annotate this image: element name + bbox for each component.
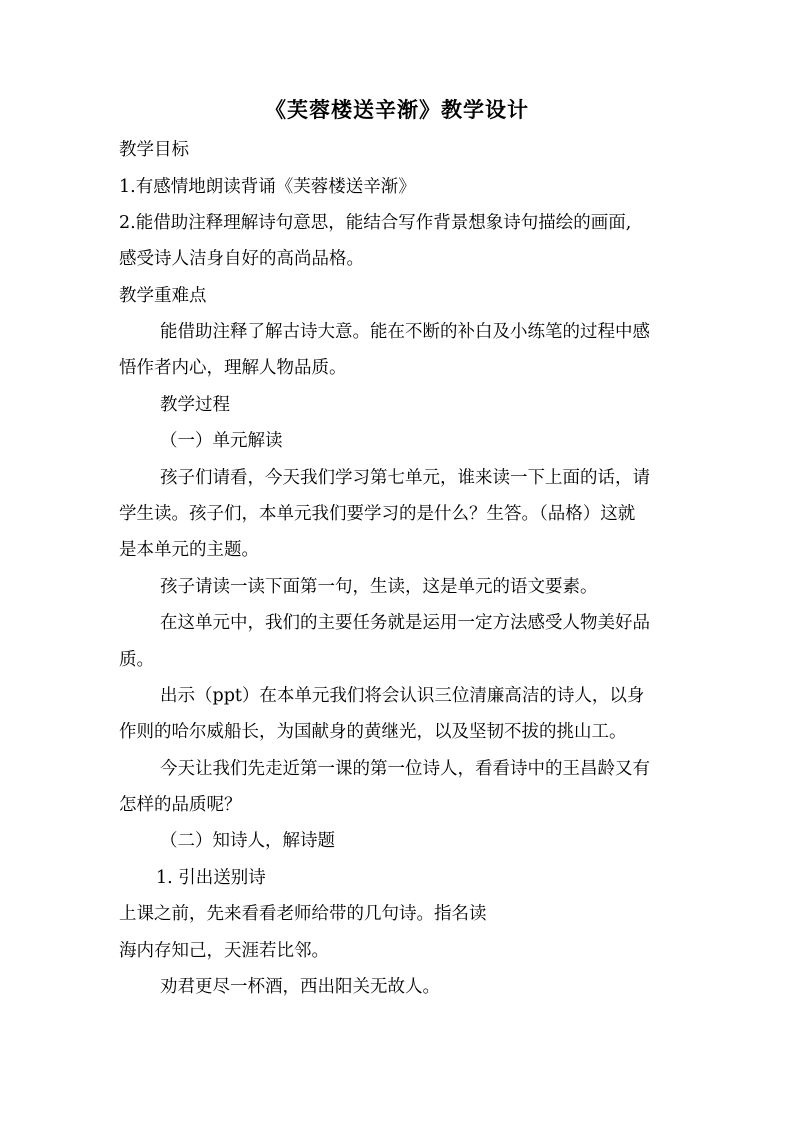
paragraph-line: 作则的哈尔威船长，为国献身的黄继光，以及坚韧不拔的挑山工。 [119, 722, 627, 742]
paragraph-line: 质。 [119, 650, 154, 670]
poem-line: 海内存知己，天涯若比邻。 [119, 941, 329, 961]
paragraph-line: 在这单元中，我们的主要任务就是运用一定方法感受人物美好品 [160, 613, 650, 633]
document-title: 《芙蓉楼送辛渐》教学设计 [265, 97, 529, 122]
paragraph-line: 是本单元的主题。 [119, 540, 259, 560]
section-heading-process: 教学过程 [160, 395, 230, 415]
objective-item-1: 1.有感情地朗读背诵《芙蓉楼送辛渐》 [119, 177, 416, 197]
poem-line: 劝君更尽一杯酒，西出阳关无故人。 [160, 977, 440, 997]
paragraph-line: 孩子们请看，今天我们学习第七单元，谁来读一下上面的话，请 [160, 468, 650, 488]
paragraph-line: 怎样的品质呢？ [119, 795, 242, 815]
list-item: 1. 引出送别诗 [156, 868, 266, 888]
section-heading-key-points: 教学重难点 [119, 286, 207, 306]
section-heading-objectives: 教学目标 [119, 140, 189, 160]
paragraph-line: 悟作者内心，理解人物品质。 [119, 358, 347, 378]
paragraph-line: 上课之前，先来看看老师给带的几句诗。指名读 [119, 904, 487, 924]
subsection-heading-unit: （一）单元解读 [160, 431, 283, 451]
objective-item-2-continued: 感受诗人洁身自好的高尚品格。 [119, 249, 364, 269]
paragraph-line: 孩子请读一读下面第一句，生读，这是单元的语文要素。 [160, 577, 598, 597]
paragraph-line: 学生读。孩子们，本单元我们要学习的是什么？生答。（品格）这就 [119, 504, 636, 524]
objective-item-2: 2.能借助注释理解诗句意思，能结合写作背景想象诗句描绘的画面, [119, 213, 632, 233]
paragraph-line: 今天让我们先走近第一课的第一位诗人，看看诗中的王昌龄又有 [160, 759, 650, 779]
paragraph-line: 能借助注释了解古诗大意。能在不断的补白及小练笔的过程中感 [160, 322, 650, 342]
paragraph-line: 出示（ppt）在本单元我们将会认识三位清廉高洁的诗人，以身 [160, 686, 645, 706]
subsection-heading-poet: （二）知诗人，解诗题 [160, 831, 335, 851]
